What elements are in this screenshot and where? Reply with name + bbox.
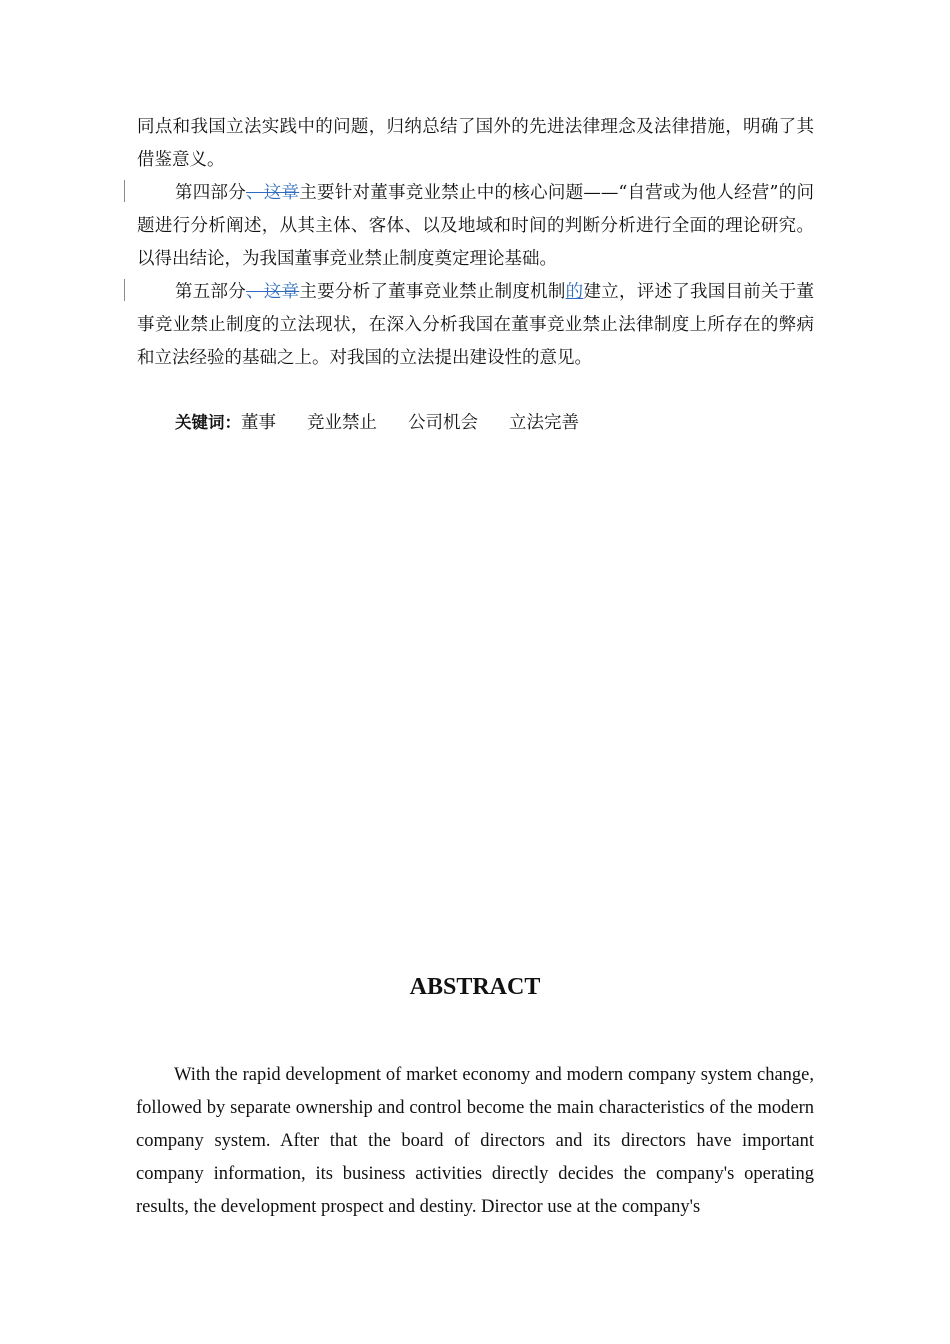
tracked-deletion[interactable]: 、这章: [246, 282, 300, 302]
paragraph-part-five: [137, 276, 814, 375]
part-five-text: 建立，评述了我国目前关于董事竞业禁止制度的立法现状，在深入分析我国在董事竞业禁止法律制度上所存在的弊病和立法经验的基础之上。对我国的立法提出建设性的意见。: [137, 282, 815, 368]
tracked-insertion[interactable]: 的: [565, 282, 584, 302]
english-abstract-title: ABSTRACT: [409, 974, 541, 1000]
tracked-deletion[interactable]: 、这章: [246, 183, 300, 203]
keyword: 公司机会: [408, 413, 478, 433]
part-five-lead: 第五部分: [175, 282, 247, 302]
keyword: 立法完善: [509, 413, 579, 433]
part-four-lead: 第四部分: [175, 183, 247, 203]
keyword: 竞业禁止: [307, 413, 377, 433]
english-abstract-body: With the rapid development of market economy and modern company system change, followed by separate ownership and control become the main characteristics of the modern company system. After that the board of directors and its directors have important company information, its business activities directly decides the company's operating results, the development prospect and destiny. Director use at the company's: [136, 1065, 814, 1217]
paragraph-part-four: [137, 177, 814, 276]
keywords-label: 关键词：: [175, 413, 241, 432]
chinese-abstract-body: [137, 111, 814, 375]
paragraph-continuation: 同点和我国立法实践中的问题，归纳总结了国外的先进法律理念及法律措施，明确了其借鉴意义。: [137, 117, 814, 170]
part-four-text: 主要针对董事竞业禁止中的核心问题——“自营或为他人经营”的问题进行分析阐述，从其主体、客体、以及地域和时间的判断分析进行全面的理论研究。以得出结论，为我国董事竞业禁止制度奠定理论基础。: [137, 183, 814, 269]
keyword: 董事: [241, 413, 276, 433]
part-five-middle: 主要分析了董事竞业禁止制度机制: [299, 282, 566, 302]
change-bar-marker: [124, 180, 125, 202]
change-bar-marker: [124, 279, 125, 301]
keywords-line: [175, 406, 579, 440]
